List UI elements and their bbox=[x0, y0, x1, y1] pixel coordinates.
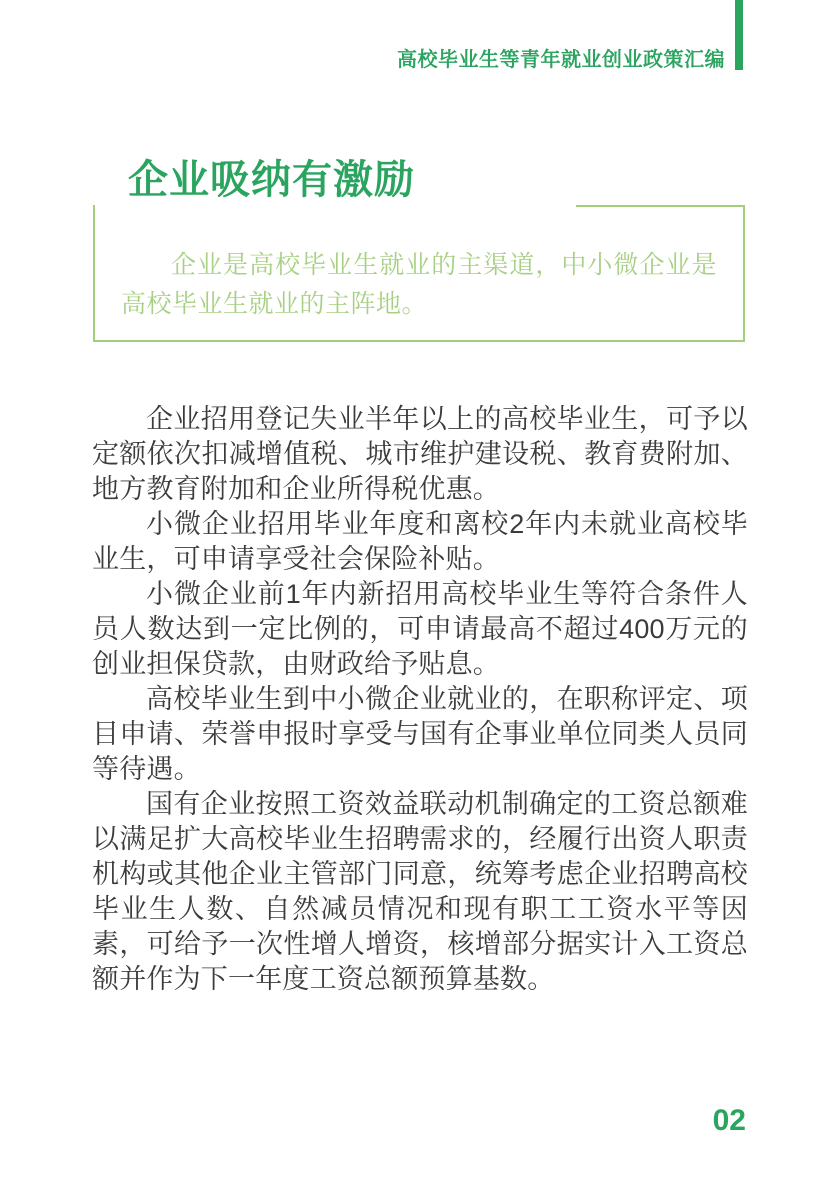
page-number: 02 bbox=[712, 1104, 746, 1137]
quote-text: 企业是高校毕业生就业的主渠道，中小微企业是高校毕业生就业的主阵地。 bbox=[121, 251, 717, 318]
body-paragraph: 小微企业前1年内新招用高校毕业生等符合条件人员人数达到一定比例的，可申请最高不超过400万元的创业担保贷款，由财政给予贴息。 bbox=[92, 579, 748, 679]
quote-box bbox=[93, 205, 745, 342]
quote-box-top-border bbox=[576, 205, 743, 207]
header-title: 高校毕业生等青年就业创业政策汇编 bbox=[397, 49, 725, 71]
body-text bbox=[92, 402, 748, 997]
header-accent-bar bbox=[735, 0, 743, 70]
body-paragraph: 高校毕业生到中小微企业就业的，在职称评定、项目申请、荣誉申报时享受与国有企事业单位同类人员同等待遇。 bbox=[92, 684, 748, 784]
body-paragraph: 小微企业招用毕业年度和离校2年内未就业高校毕业生，可申请享受社会保险补贴。 bbox=[92, 509, 748, 574]
section-title: 企业吸纳有激励 bbox=[128, 158, 415, 202]
body-paragraph: 企业招用登记失业半年以上的高校毕业生，可予以定额依次扣减增值税、城市维护建设税、教育费附加、地方教育附加和企业所得税优惠。 bbox=[92, 404, 748, 504]
body-paragraph: 国有企业按照工资效益联动机制确定的工资总额难以满足扩大高校毕业生招聘需求的，经履行出资人职责机构或其他企业主管部门同意，统筹考虑企业招聘高校毕业生人数、自然减员情况和现有职工工资水平等因素，可给予一次性增人增资，核增部分据实计入工资总额并作为下一年度工资总额预算基数。 bbox=[92, 789, 748, 994]
